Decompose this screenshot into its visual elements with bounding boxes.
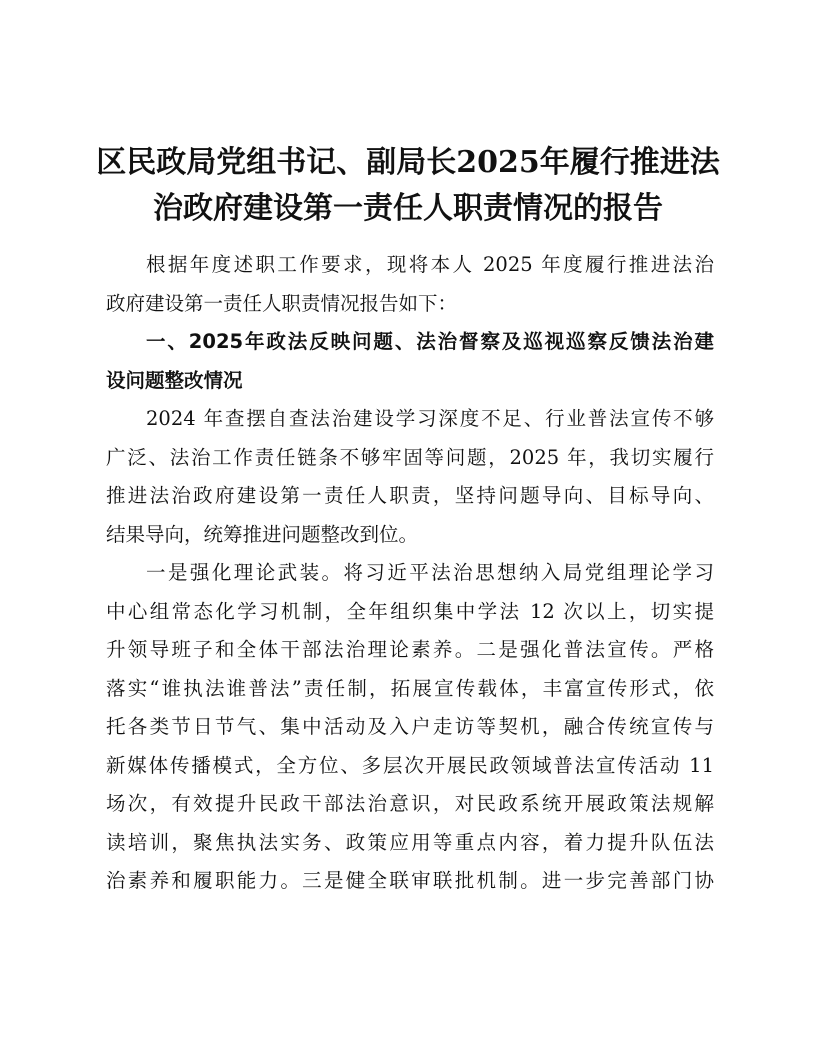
title-line-2: 治政府建设第一责任人职责情况的报告 <box>153 191 663 226</box>
paragraph-2-line-6: 新媒体传播模式，全方位、多层次开展民政领域普法宣传活动 11 <box>106 753 714 777</box>
paragraph-1-line-4: 结果导向，统筹推进问题整改到位。 <box>106 522 419 546</box>
paragraph-2-line-2: 中心组常态化学习机制，全年组织集中学法 12 次以上，切实提 <box>106 599 714 623</box>
paragraph-2-line-5: 托各类节日节气、集中活动及入户走访等契机，融合传统宣传与 <box>106 715 714 738</box>
paragraph-1 <box>106 400 714 554</box>
intro-line-2: 政府建设第一责任人职责情况报告如下： <box>106 291 458 315</box>
paragraph-2-line-4: 落实“谁执法谁普法”责任制，拓展宣传载体，丰富宣传形式，依 <box>106 676 714 700</box>
paragraph-1-line-1: 2024 年查摆自查法治建设学习深度不足、行业普法宣传不够 <box>146 407 714 430</box>
intro-paragraph <box>106 246 714 323</box>
document-body <box>106 246 714 901</box>
title-line-1: 区民政局党组书记、副局长2025年履行推进法 <box>96 145 720 180</box>
paragraph-2-line-1: 一是强化理论武装。将习近平法治思想纳入局党组理论学习 <box>146 561 714 584</box>
section-1-heading-line-2: 设问题整改情况 <box>106 368 243 392</box>
section-1-heading-line-1: 一、2025年政法反映问题、法治督察及巡视巡察反馈法治建 <box>146 330 714 353</box>
intro-line-1: 根据年度述职工作要求，现将本人 2025 年度履行推进法治 <box>146 253 714 276</box>
paragraph-1-line-2: 广泛、法治工作责任链条不够牢固等问题，2025 年，我切实履行 <box>106 445 714 469</box>
document-title <box>88 140 728 232</box>
paragraph-1-line-3: 推进法治政府建设第一责任人职责，坚持问题导向、目标导向、 <box>106 484 714 507</box>
paragraph-2-line-7: 场次，有效提升民政干部法治意识，对民政系统开展政策法规解 <box>106 792 714 815</box>
paragraph-2-line-3: 升领导班子和全体干部法治理论素养。二是强化普法宣传。严格 <box>106 638 714 661</box>
section-1-heading <box>106 323 714 400</box>
paragraph-2-line-8: 读培训，聚焦执法实务、政策应用等重点内容，着力提升队伍法 <box>106 830 714 854</box>
paragraph-2 <box>106 554 714 901</box>
paragraph-2-line-9: 治素养和履职能力。三是健全联审联批机制。进一步完善部门协 <box>106 869 714 892</box>
